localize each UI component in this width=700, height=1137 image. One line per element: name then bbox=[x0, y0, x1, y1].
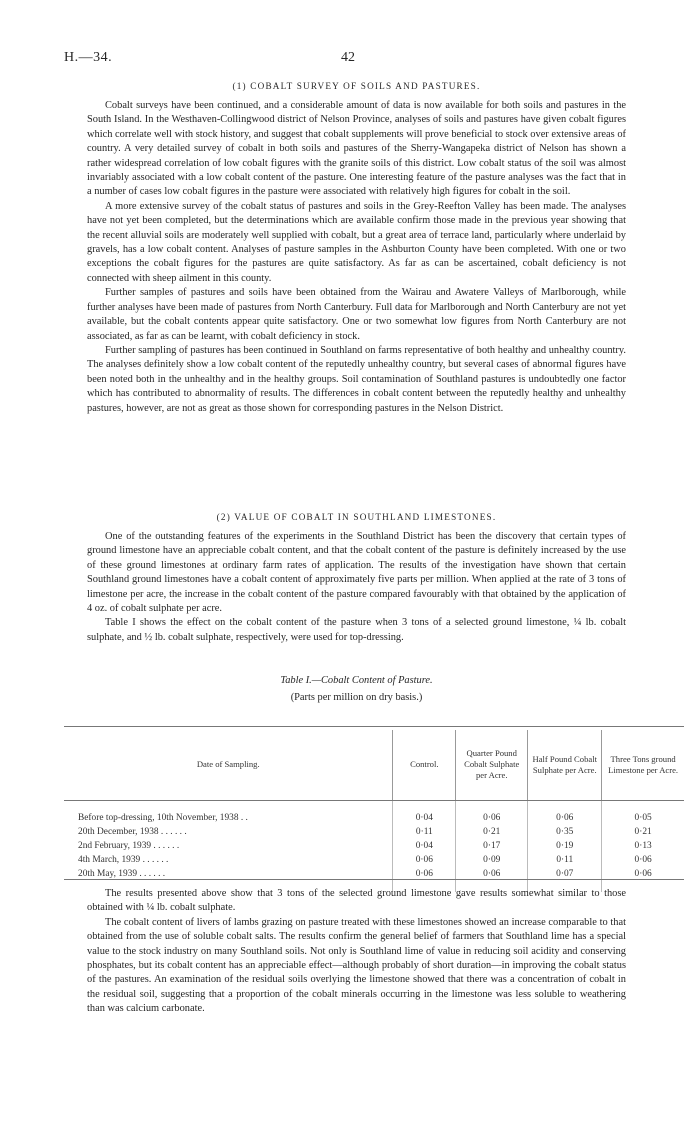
column-header: Three Tons ground Limestone per Acre. bbox=[602, 730, 684, 800]
series-code: H.—34. bbox=[64, 50, 113, 65]
table-cell: 20th December, 1938 . . . . . . bbox=[78, 826, 187, 837]
table-cell: 0·06 bbox=[456, 867, 528, 881]
table-row bbox=[64, 811, 684, 825]
table-bottom-rule bbox=[64, 879, 684, 880]
section-heading-2: (2) VALUE OF COBALT IN SOUTHLAND LIMESTONES. bbox=[216, 512, 497, 522]
table-cell: 0·06 bbox=[602, 853, 684, 867]
section-2-body bbox=[87, 530, 626, 645]
table-cell: 0·04 bbox=[393, 811, 456, 825]
table-subtitle: (Parts per million on dry basis.) bbox=[290, 692, 423, 703]
table-cell: 0·06 bbox=[528, 811, 602, 825]
table-cell: 0·19 bbox=[528, 839, 602, 853]
table-row bbox=[64, 825, 684, 839]
paragraph: Table I shows the effect on the cobalt content of the pasture when 3 tons of a selected ground limestone, ¼ lb. cobalt sulphate, and ½ lb. cobalt sulphate, respectively, were used for top-dressing. bbox=[87, 617, 626, 643]
column-header: Half Pound Cobalt Sulphate per Acre. bbox=[528, 730, 602, 800]
paragraph: Further sampling of pastures has been continued in Southland on farms representative of both healthy and unhealthy country. The analyses definitely show a low cobalt content of the reputedly unhealthy country, but several cases of abnormal figures have been noted both in the unhealthy and in the healthy groups. Soil contamination of Southland pastures is undoubtedly one factor which has contributed to abnormality of results. The differences in cobalt content between the reputedly healthy and unhealthy pastures, however, are not as great as those shown for corresponding pastures in the Nelson District. bbox=[87, 344, 626, 414]
paragraph: Further samples of pastures and soils have been obtained from the Wairau and Awatere Valleys of Marlborough, while further analyses have been made of pastures from North Canterbury. Full data for Marlborough and North Canterbury are not yet available, but the cobalt contents appear quite satisfactory. One or two somewhat low figures from North Canterbury are not associated, as far as can be learnt, with cobalt deficiency in stock. bbox=[87, 287, 626, 342]
table-cell: 0·07 bbox=[528, 867, 602, 881]
table-cell: 0·04 bbox=[393, 839, 456, 853]
table-cell: 0·06 bbox=[602, 867, 684, 881]
section-heading-1: (1) COBALT SURVEY OF SOILS AND PASTURES. bbox=[232, 81, 481, 91]
table-cell: 0·21 bbox=[456, 825, 528, 839]
table-cell: 0·06 bbox=[393, 853, 456, 867]
table-cell: 2nd February, 1939 . . . . . . bbox=[78, 840, 180, 851]
table-cell: 0·11 bbox=[393, 825, 456, 839]
table-title: Table I.—Cobalt Content of Pasture. bbox=[280, 675, 433, 686]
after-table-body bbox=[87, 887, 626, 1017]
paragraph: The results presented above show that 3 tons of the selected ground limestone gave results somewhat similar to those obtained with ¼ lb. cobalt sulphate. bbox=[87, 888, 626, 914]
table-cell: 0·06 bbox=[393, 867, 456, 881]
cobalt-content-table bbox=[64, 730, 684, 892]
page-number: 42 bbox=[341, 50, 355, 65]
paragraph: One of the outstanding features of the experiments in the Southland District has been the discovery that certain types of ground limestone have an appreciable cobalt content, and that the cobalt content of the pasture is definitely increased by the use of these ground limestones at ordinary farm rates of application. The results of the investigation have shown that certain Southland ground limestones have a cobalt content of approximately five parts per million. When applied at the rate of 3 tons of limestone per acre, the increase in the cobalt content of the pasture compared favourably with that obtained by the application of 4 oz. of cobalt sulphate per acre. bbox=[87, 531, 626, 615]
table-cell: 0·35 bbox=[528, 825, 602, 839]
table-cell: 0·17 bbox=[456, 839, 528, 853]
table-cell: 20th May, 1939 . . . . . . bbox=[78, 869, 166, 880]
table-cell: 0·09 bbox=[456, 853, 528, 867]
table-row bbox=[64, 853, 684, 867]
paragraph: The cobalt content of livers of lambs grazing on pasture treated with these limestones showed an increase comparable to that obtained from the use of soluble cobalt salts. The results confirm the general belief of farmers that Southland lime has a special value to the stock industry on many Southland soils. Not only is Southland lime of value in reducing soil acidity and conserving phosphates, but its cobalt content has an appreciable effect—although probably of short duration—in improving the cobalt status of the pastures. An examination of the residual soils overlying the limestone showed that there was a concentration of cobalt in the residual soil, suggesting that a proportion of the cobalt minerals occurring in the limestone was less soluble to weathering than was calcium carbonate. bbox=[87, 916, 626, 1015]
table-top-rule bbox=[64, 726, 684, 727]
paragraph: A more extensive survey of the cobalt status of pastures and soils in the Grey-Reefton Valley has been made. The analyses have not yet been completed, but the determinations which are available confirm those made in the previous year showing that the recent alluvial soils are moderately well supplied with cobalt, but a great area of terrace land, particularly where underlaid by gravels, has a low cobalt content. Analyses of pasture samples in the Ashburton County have been completed. With one or two exceptions the cobalt figures for the pastures are quite satisfactory. As far as can be ascertained, cobalt deficiency is not connected with sheep ailment in this county. bbox=[87, 200, 626, 284]
column-header: Quarter Pound Cobalt Sulphate per Acre. bbox=[456, 730, 528, 800]
table-cell: Before top-dressing, 10th November, 1938 . . bbox=[78, 812, 248, 823]
column-header: Date of Sampling. bbox=[64, 730, 393, 800]
column-header: Control. bbox=[393, 730, 456, 800]
table-cell: 0·06 bbox=[456, 811, 528, 825]
table-cell: 0·05 bbox=[602, 811, 684, 825]
table-cell: 0·11 bbox=[528, 853, 602, 867]
table-cell: 4th March, 1939 . . . . . . bbox=[78, 855, 169, 866]
paragraph: Cobalt surveys have been continued, and a considerable amount of data is now available for both soils and pastures in the South Island. In the Westhaven-Collingwood district of Nelson Province, analyses of soils and pastures have given cobalt figures which correlate well with stock history, and suggest that cobalt supplements will prove beneficial to stock over extensive areas of country. A very detailed survey of cobalt in both soils and pastures of the Sherry-Wangapeka district of Nelson has shown a rather widespread correlation of low cobalt figures with the granite soils of this district. Low cobalt status of the soil was almost invariably associated with a low cobalt content of the pasture. One interesting feature of the pasture analyses was the fact that in a number of cases low cobalt figures in the pasture were associated with relatively high figures for cobalt in the soil. bbox=[87, 100, 626, 198]
table-row bbox=[64, 839, 684, 853]
table-header-row bbox=[64, 730, 684, 800]
section-1-body bbox=[87, 99, 626, 416]
table-cell: 0·21 bbox=[602, 825, 684, 839]
table-cell: 0·13 bbox=[602, 839, 684, 853]
